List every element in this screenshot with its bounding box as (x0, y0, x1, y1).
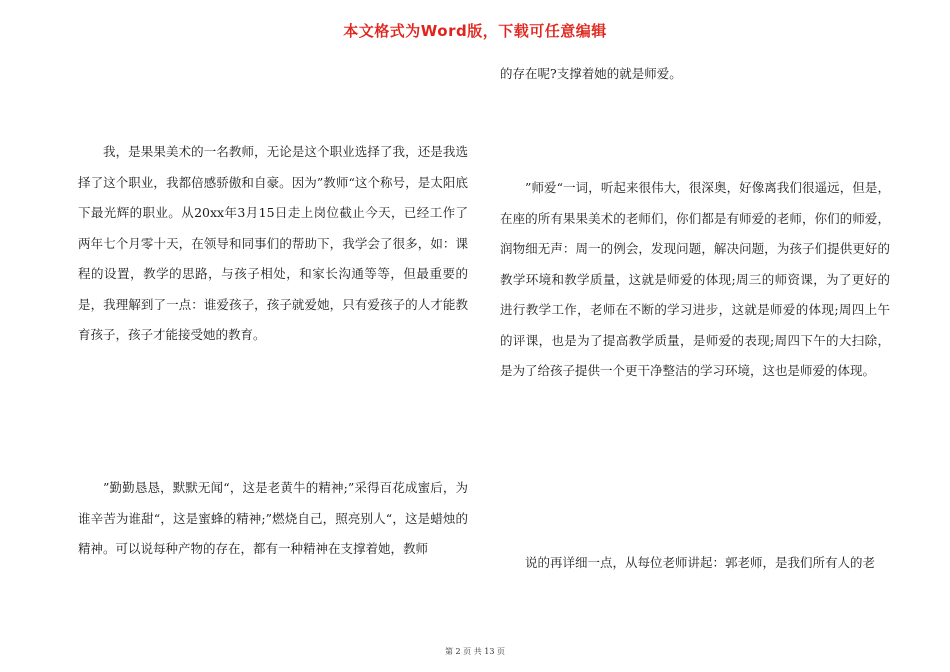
document-banner: 本文格式为Word版，下载可任意编辑 (343, 22, 607, 40)
right-paragraph-continuation: 的存在呢?支撑着她的就是师爱。 (500, 66, 682, 81)
left-paragraph-1: 我，是果果美术的一名教师，无论是这个职业选择了我，还是我选择了这个职业，我都倍感骄傲和自豪。因为”教师“这个称号，是太阳底下最光辉的职业。从20xx年3月15日走上岗位截止今天，已经工作了两年七个月零十天，在领导和同事们的帮助下，我学会了很多，如：课程的设置，教学的思路，与孩子相处，和家长沟通等等，但最重要的是，我理解到了一点：谁爱孩子，孩子就爱她，只有爱孩子的人才能教育孩子，孩子才能接受她的教育。 (78, 144, 468, 342)
page-number: 第 2 页 共 13 页 (445, 647, 505, 656)
right-paragraph-1: ”师爱“一词，听起来很伟大，很深奥，好像离我们很遥远，但是，在座的所有果果美术的老师们，你们都是有师爱的老师，你们的师爱，润物细无声：周一的例会，发现问题，解决问题，为孩子们提供更好的教学环境和教学质量，这就是师爱的体现;周三的师资课，为了更好的进行教学工作，老师在不断的学习进步，这就是师爱的体现;周四上午的评课，也是为了提高教学质量，是师爱的表现;周四下午的大扫除，是为了给孩子提供一个更干净整洁的学习环境，这也是师爱的体现。 (500, 180, 890, 378)
right-paragraph-2: 说的再详细一点，从每位老师讲起：郭老师，是我们所有人的老 (525, 555, 876, 570)
left-paragraph-2: ”勤勤恳恳，默默无闻“，这是老黄牛的精神;”采得百花成蜜后，为谁辛苦为谁甜“，这是蜜蜂的精神;”燃烧自己，照亮别人“，这是蜡烛的精神。可以说每种产物的存在，都有一种精神在支撑着她，教师 (78, 480, 468, 556)
